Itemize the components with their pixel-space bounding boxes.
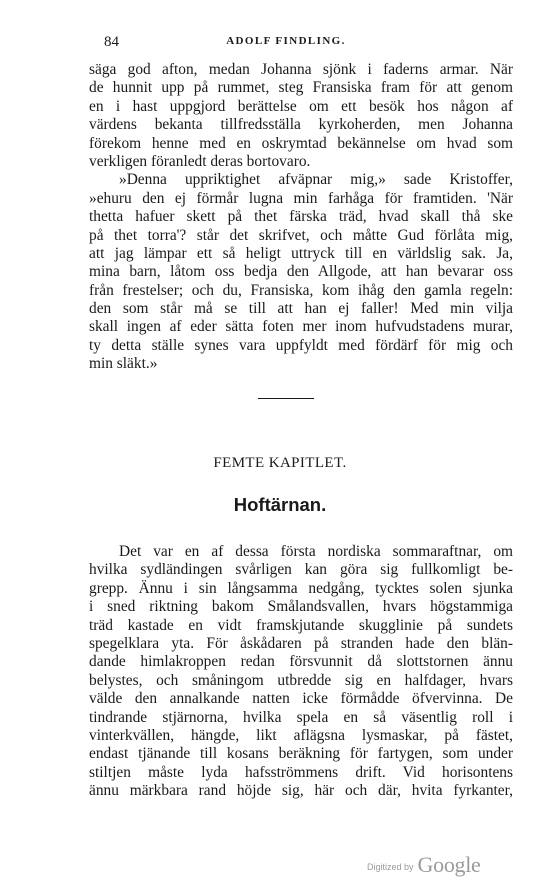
text-line: förekom henne med en oskrymtad bekännelse om hvad som: [89, 134, 513, 152]
text-line: mina barn, låtom oss bedja den Allgode, att han bevarar oss: [89, 263, 513, 281]
text-line: Det var en af dessa första nordiska sommaraftnar, om: [119, 543, 513, 560]
section-divider: [258, 398, 314, 399]
text-line: ännu märkbara rand höjde sig, här och där, hvita fyrkanter,: [89, 782, 513, 800]
text-line: den som står må se till att han ej faller! Med min vilja: [89, 300, 513, 318]
text-line: spegelklara yta. För åskådaren på stranden hade den blän-: [89, 634, 513, 652]
text-line: verkligen föranledt deras bortovaro.: [89, 152, 311, 170]
text-line: från frestelser; och du, Fransiska, kom ihåg den gamla regeln:: [89, 281, 513, 299]
text-line: hvilka sydländingen svårligen kan göra sig fullkomligt be-: [89, 561, 513, 579]
text-line: endast tjänande till kosans beräkning för fartygen, som under: [89, 745, 513, 763]
text-line: »Denna uppriktighet afväpnar mig,» sade Kristoffer,: [119, 171, 513, 189]
running-head: ADOLF FINDLING.: [226, 35, 346, 47]
text-line: värdens bekanta tillfredsställa kyrkoherden, men Johanna: [89, 116, 513, 134]
text-line: belystes, och småningom utbredde sig en halfdager, hvars: [89, 671, 513, 689]
text-line: grepp. Ännu i sin långsamma nedgång, tycktes solen sjunka: [89, 579, 513, 597]
google-logo: Google: [417, 852, 481, 877]
text-block-top: [89, 61, 513, 374]
page-header: [104, 34, 468, 52]
text-line: dande himlakroppen redan försvunnit då slottstornen ännu: [89, 653, 513, 671]
digitization-watermark: [367, 852, 517, 876]
paragraph-kristoffer-speech: [89, 171, 513, 373]
paragraph-continued: [89, 61, 513, 171]
text-line: en i hast uppgjord berättelse om ett besök hos någon af: [89, 97, 513, 115]
text-line: stiltjen måste lyda hafsströmmens drift. Vid horisontens: [89, 763, 513, 781]
page-number: 84: [104, 34, 119, 50]
text-line: skall ingen af eder sätta foten mer inom hufvudstadens murar,: [89, 318, 513, 336]
text-line: på thet torra'? står det skrifvet, och måtte Gud förlåta mig,: [89, 226, 513, 244]
text-line: i sned riktning bakom Smålandsvallen, hvars högstammiga: [89, 598, 513, 616]
text-line: thetta hafuer skett på thet färska träd, hvad skall thå ske: [89, 208, 513, 226]
text-line: »ehuru den ej förmår lugna min farhåga för framtiden. 'När: [89, 189, 513, 207]
chapter-heading: FEMTE KAPITLET.: [213, 455, 347, 471]
text-line: ty detta ställe synes vara uppfyldt med fördärf för mig och: [89, 336, 513, 354]
text-block-chapter: [89, 543, 513, 800]
paragraph-chapter-opening: [89, 543, 513, 800]
chapter-title: Hoftärnan.: [233, 494, 327, 515]
text-line: säga god afton, medan Johanna sjönk i faderns armar. När: [89, 61, 513, 78]
text-line: träd kastade en vidt framskjutande skugglinie på sundets: [89, 616, 513, 634]
text-line: vinterkvällen, hängde, likt aflägsna lysmaskar, på fästet,: [89, 726, 513, 744]
text-line: tindrande stjärnorna, hvilka spela en så väsentlig roll i: [89, 708, 513, 726]
text-line: min släkt.»: [89, 355, 158, 373]
text-line: de hunnit upp på rummet, steg Fransiska fram för att genom: [89, 79, 513, 97]
text-line: att jag lämpar ett så heligt uttryck till en världslig sak. Ja,: [89, 244, 513, 262]
watermark-prefix: Digitized by: [367, 862, 414, 872]
text-line: välde den annalkande natten icke förmådde öfvervinna. De: [89, 690, 513, 708]
